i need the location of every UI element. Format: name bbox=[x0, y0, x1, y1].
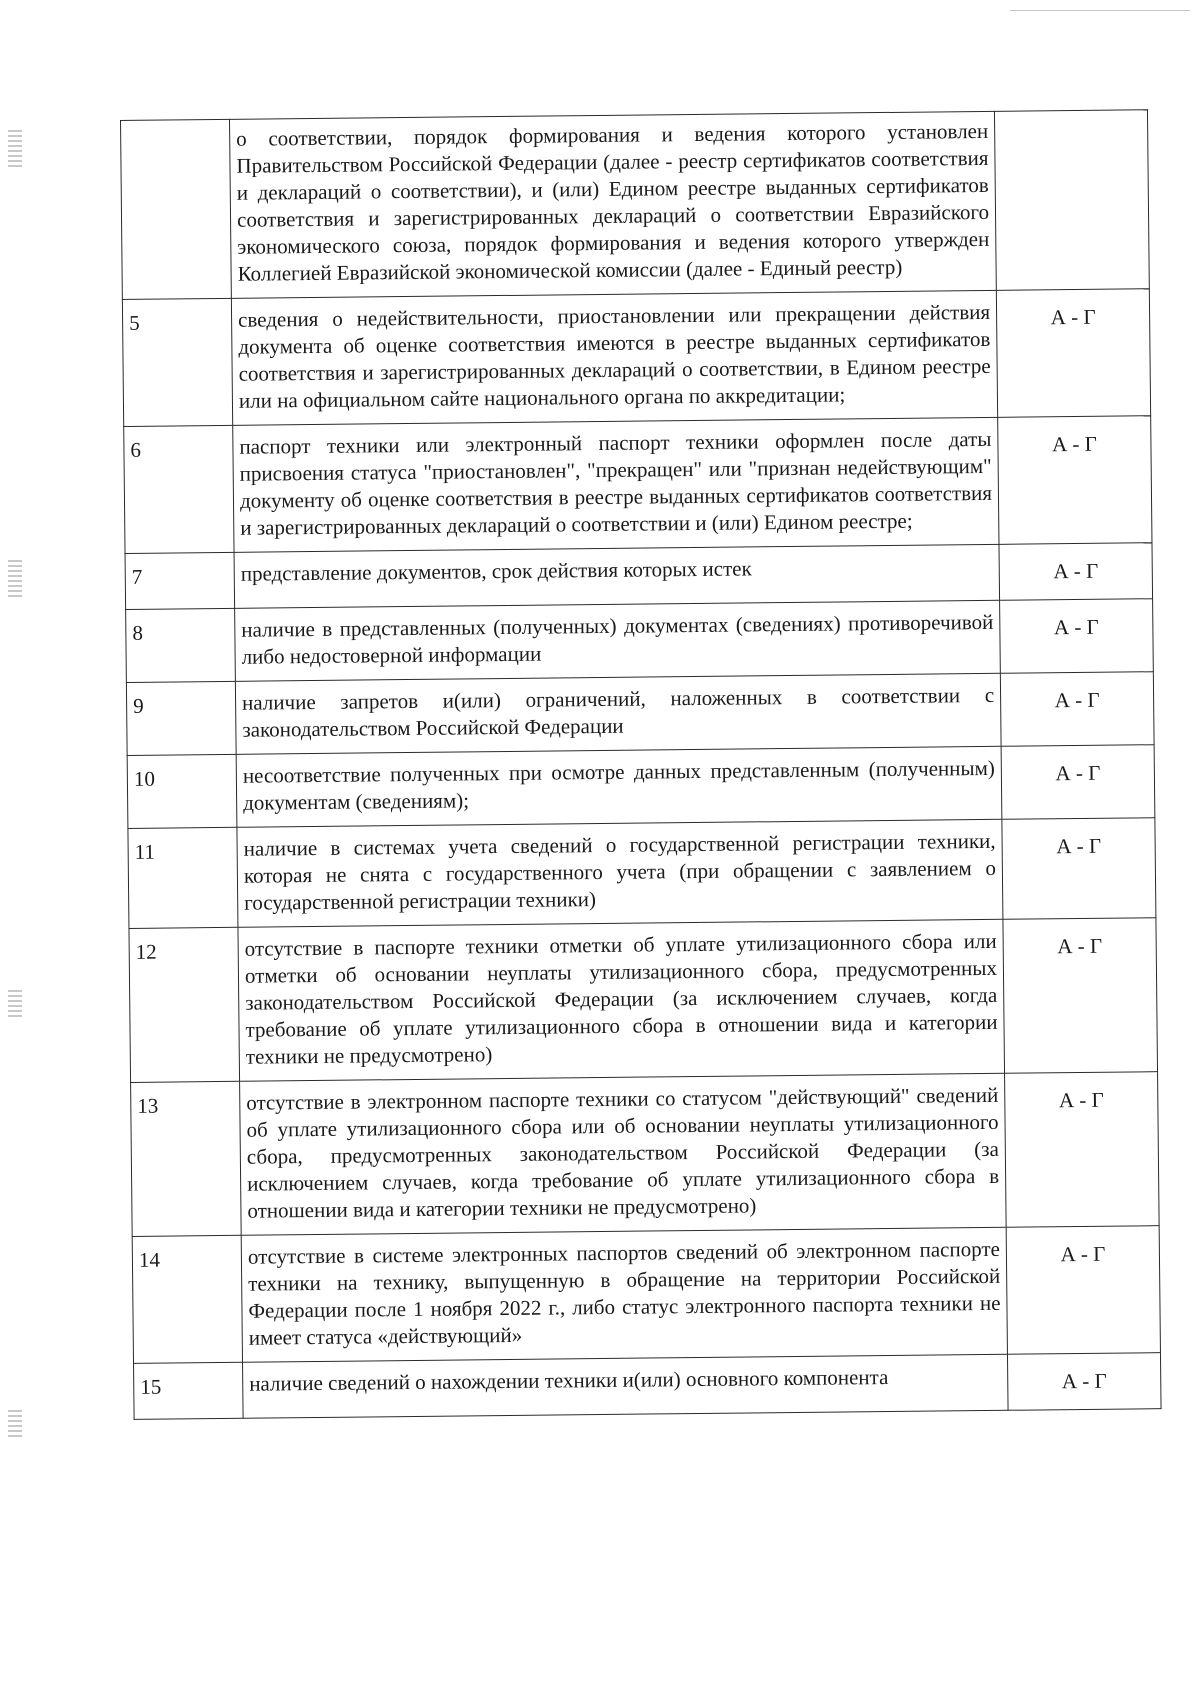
row-text: несоответствие полученных при осмотре данных представленным (полученным) документам (сведениям); bbox=[236, 746, 1002, 827]
row-number: 13 bbox=[131, 1081, 242, 1236]
table-row bbox=[129, 918, 1158, 1083]
row-code: А - Г bbox=[1002, 818, 1156, 920]
row-text: отсутствие в электронном паспорте техники со статусом "действующий" сведений об уплате утилизационного сбора или об основании неуплаты утилизационного сбора, предусмотренных законодательством Российской Федерации (за исключением случаев, когда требование об уплате утилизационного сбора в отношении вида и категории техники не предусмотрено) bbox=[240, 1073, 1007, 1235]
row-number: 6 bbox=[124, 425, 234, 553]
scan-artifact bbox=[8, 990, 22, 1020]
row-text: наличие в представленных (полученных) документах (сведениях) противоречивой либо недостоверной информации bbox=[235, 600, 1001, 681]
row-text: наличие сведений о нахождении техники и(или) основного компонента bbox=[243, 1354, 1009, 1418]
table-row bbox=[122, 289, 1150, 427]
row-code: А - Г bbox=[999, 543, 1153, 601]
table-row bbox=[121, 110, 1150, 300]
scan-artifact bbox=[8, 130, 22, 170]
table-row bbox=[128, 818, 1156, 929]
row-code: А - Г bbox=[1007, 1353, 1161, 1411]
table-row bbox=[131, 1072, 1160, 1237]
row-code: А - Г bbox=[996, 289, 1150, 418]
row-text: отсутствие в системе электронных паспортов сведений об электронном паспорте техники на технику, выпущенную в обращение на территории Российской Федерации после 1 ноября 2022 г., либо статус электронного паспорта техники не имеет статуса «действующий» bbox=[241, 1227, 1007, 1362]
row-number: 15 bbox=[134, 1362, 244, 1419]
row-text: наличие запретов и(или) ограничений, наложенных в соответствии с законодательством Российской Федерации bbox=[235, 673, 1001, 754]
table-row bbox=[124, 416, 1152, 554]
row-text: о соответствии, порядок формирования и ведения которого установлен Правительством Российской Федерации (далее - реестр сертификатов соответствия и деклараций о соответствии), и (или) Едином реестре выданных сертификатов соответствия и зарегистрированных деклараций о соответствии Евразийского экономического союза, порядок формирования и ведения которого утвержден Коллегией Евразийской экономической комиссии (далее - Единый реестр) bbox=[229, 111, 996, 298]
row-number: 8 bbox=[126, 608, 236, 682]
row-code: А - Г bbox=[998, 416, 1152, 545]
row-code: А - Г bbox=[1000, 672, 1154, 747]
table-row bbox=[126, 672, 1154, 756]
table-row bbox=[126, 599, 1154, 683]
scan-artifact bbox=[8, 560, 22, 600]
row-number: 9 bbox=[126, 681, 236, 755]
table-row bbox=[132, 1226, 1160, 1364]
row-text: отсутствие в паспорте техники отметки об уплате утилизационного сбора или отметки об основании неуплаты утилизационного сбора, предусмотренных законодательством Российской Федерации (за исключением случаев, когда требование об уплате утилизационного сбора в отношении вида и категории техники не предусмотрено) bbox=[238, 919, 1005, 1081]
row-text: паспорт техники или электронный паспорт техники оформлен после даты присвоения статуса "приостановлен", "прекращен" или "признан недействующим" документу об оценке соответствия в реестре выданных сертификатов соответствия и зарегистрированных деклараций о соответствии и (или) Едином реестре; bbox=[233, 417, 999, 552]
row-text: сведения о недействительности, приостановлении или прекращении действия документа об оценке соответствия имеются в реестре выданных сертификатов соответствия и зарегистрированных деклараций о соответствии, в Едином реестре или на официальном сайте национального органа по аккредитации; bbox=[231, 290, 997, 425]
row-text: представление документов, срок действия которых истек bbox=[234, 544, 1000, 608]
row-text: наличие в системах учета сведений о государственной регистрации техники, которая не снята с государственного учета (при обращении с заявлением о государственной регистрации техники) bbox=[237, 819, 1003, 927]
row-code bbox=[994, 110, 1149, 291]
row-number: 12 bbox=[129, 927, 240, 1082]
row-number: 11 bbox=[128, 827, 238, 928]
row-code: А - Г bbox=[1001, 745, 1155, 820]
table-row bbox=[127, 745, 1155, 829]
row-number: 5 bbox=[122, 298, 232, 426]
row-number: 10 bbox=[127, 754, 237, 828]
requirements-table bbox=[120, 109, 1162, 1420]
row-code: А - Г bbox=[1006, 1226, 1160, 1355]
scan-edge-line bbox=[1010, 10, 1190, 11]
row-code: А - Г bbox=[1003, 918, 1158, 1074]
row-code: А - Г bbox=[1000, 599, 1154, 674]
row-number: 7 bbox=[125, 552, 235, 609]
row-code: А - Г bbox=[1005, 1072, 1160, 1228]
row-number bbox=[121, 119, 232, 299]
table-row bbox=[134, 1353, 1162, 1420]
row-number: 14 bbox=[132, 1235, 242, 1363]
scan-artifact bbox=[8, 1410, 22, 1440]
